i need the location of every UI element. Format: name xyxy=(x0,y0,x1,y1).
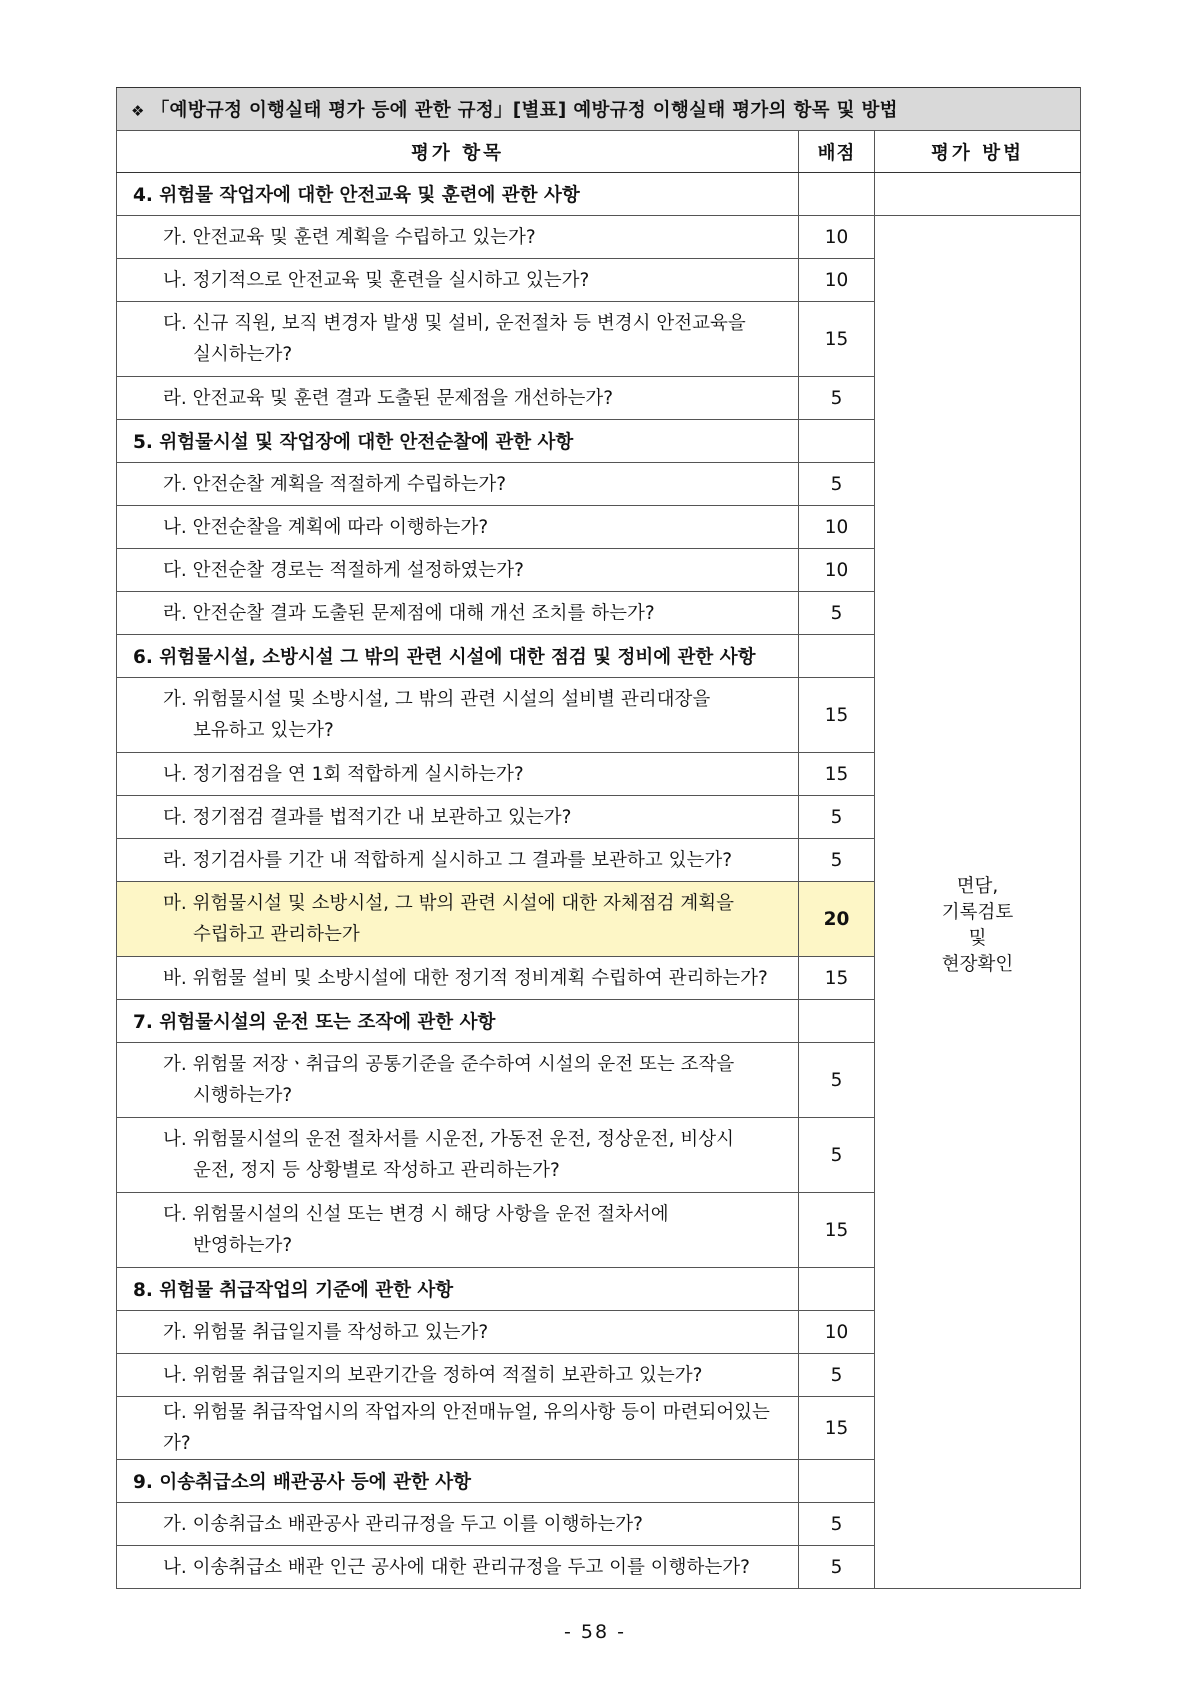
item-line-2: 반영하는가? xyxy=(193,1235,293,1256)
item-line-2: 수립하고 관리하는가 xyxy=(193,924,360,945)
item-score: 10 xyxy=(799,549,875,592)
item-line-1: 나. 안전순찰을 계획에 따라 이행하는가? xyxy=(163,516,489,538)
section-score-cell xyxy=(799,1000,875,1043)
item-line-1: 나. 이송취급소 배관 인근 공사에 대한 관리규정을 두고 이를 이행하는가? xyxy=(163,1556,750,1578)
item-text xyxy=(117,753,799,796)
section-title: 7. 위험물시설의 운전 또는 조작에 관한 사항 xyxy=(117,1000,799,1043)
table-caption xyxy=(117,88,1081,131)
item-text xyxy=(117,506,799,549)
method-top-cell xyxy=(875,173,1081,216)
item-line-1: 라. 정기검사를 기간 내 적합하게 실시하고 그 결과를 보관하고 있는가? xyxy=(163,849,733,871)
item-line-1: 가. 안전교육 및 훈련 계획을 수립하고 있는가? xyxy=(163,226,536,248)
table-row xyxy=(117,216,1081,259)
item-line-1: 마. 위험물시설 및 소방시설, 그 밖의 관련 시설에 대한 자체점검 계획을 xyxy=(163,893,734,914)
item-line-1: 가. 이송취급소 배관공사 관리규정을 두고 이를 이행하는가? xyxy=(163,1513,643,1535)
section-score-cell xyxy=(799,420,875,463)
item-score: 5 xyxy=(799,463,875,506)
section-title: 4. 위험물 작업자에 대한 안전교육 및 훈련에 관한 사항 xyxy=(117,173,799,216)
item-line-1: 가. 위험물시설 및 소방시설, 그 밖의 관련 시설의 설비별 관리대장을 xyxy=(163,689,711,710)
table-caption-text: 「예방규정 이행실태 평가 등에 관한 규정」[별표] 예방규정 이행실태 평가의 항목 및 방법 xyxy=(150,100,898,121)
item-score: 5 xyxy=(799,1546,875,1589)
item-line-1: 나. 정기점검을 연 1회 적합하게 실시하는가? xyxy=(163,763,524,785)
method-line: 현장확인 xyxy=(941,954,1014,975)
item-line-2: 시행하는가? xyxy=(193,1085,293,1106)
header-item: 평가 항목 xyxy=(117,131,799,173)
page-number: - 58 - xyxy=(564,1621,626,1643)
table-header-row xyxy=(117,131,1081,173)
evaluation-method xyxy=(875,216,1081,1589)
item-score: 15 xyxy=(799,302,875,377)
item-text xyxy=(117,678,799,753)
section-title: 5. 위험물시설 및 작업장에 대한 안전순찰에 관한 사항 xyxy=(117,420,799,463)
method-line: 기록검토 xyxy=(941,902,1014,923)
item-text xyxy=(117,1118,799,1193)
evaluation-table xyxy=(116,87,1081,1589)
method-line: 면담, xyxy=(956,876,999,897)
item-score: 10 xyxy=(799,506,875,549)
item-text xyxy=(117,1354,799,1397)
item-score: 10 xyxy=(799,216,875,259)
item-line-1: 가. 위험물 저장ㆍ취급의 공통기준을 준수하여 시설의 운전 또는 조작을 xyxy=(163,1054,735,1075)
item-line-1: 다. 신규 직원, 보직 변경자 발생 및 설비, 운전절차 등 변경시 안전교육을 xyxy=(163,313,746,334)
section-title: 9. 이송취급소의 배관공사 등에 관한 사항 xyxy=(117,1460,799,1503)
item-line-1: 가. 안전순찰 계획을 적절하게 수립하는가? xyxy=(163,473,507,495)
item-line-2: 실시하는가? xyxy=(193,344,293,365)
section-score-cell xyxy=(799,1460,875,1503)
item-line-1: 나. 위험물 취급일지의 보관기간을 정하여 적절히 보관하고 있는가? xyxy=(163,1364,703,1386)
item-line-2: 보유하고 있는가? xyxy=(193,720,334,741)
section-score-cell xyxy=(799,635,875,678)
item-text xyxy=(117,839,799,882)
item-text xyxy=(117,549,799,592)
item-text xyxy=(117,592,799,635)
section-title: 8. 위험물 취급작업의 기준에 관한 사항 xyxy=(117,1268,799,1311)
item-text xyxy=(117,796,799,839)
item-line-1: 나. 위험물시설의 운전 절차서를 시운전, 가동전 운전, 정상운전, 비상시 xyxy=(163,1129,734,1150)
item-score: 20 xyxy=(799,882,875,957)
item-text xyxy=(117,302,799,377)
item-score: 15 xyxy=(799,753,875,796)
item-line-1: 라. 안전순찰 결과 도출된 문제점에 대해 개선 조치를 하는가? xyxy=(163,602,655,624)
item-score: 5 xyxy=(799,839,875,882)
item-text xyxy=(117,957,799,1000)
section-score-cell xyxy=(799,1268,875,1311)
item-score: 15 xyxy=(799,957,875,1000)
item-score: 15 xyxy=(799,1397,875,1460)
diamond-bullet-icon: ❖ xyxy=(131,102,145,120)
item-text xyxy=(117,259,799,302)
item-line-1: 나. 정기적으로 안전교육 및 훈련을 실시하고 있는가? xyxy=(163,269,590,291)
item-text xyxy=(117,882,799,957)
item-score: 10 xyxy=(799,259,875,302)
item-score: 10 xyxy=(799,1311,875,1354)
item-score: 5 xyxy=(799,796,875,839)
section-title: 6. 위험물시설, 소방시설 그 밖의 관련 시설에 대한 점검 및 정비에 관한 사항 xyxy=(117,635,799,678)
item-line-1: 바. 위험물 설비 및 소방시설에 대한 정기적 정비계획 수립하여 관리하는가? xyxy=(163,967,768,989)
item-line-1: 라. 안전교육 및 훈련 결과 도출된 문제점을 개선하는가? xyxy=(163,387,614,409)
item-text xyxy=(117,1193,799,1268)
item-line-1: 다. 안전순찰 경로는 적절하게 설정하였는가? xyxy=(163,559,524,581)
item-line-1: 다. 위험물 취급작업시의 작업자의 안전매뉴얼, 유의사항 등이 마련되어있는가? xyxy=(163,1402,770,1454)
item-score: 5 xyxy=(799,377,875,420)
item-text xyxy=(117,1311,799,1354)
item-score: 5 xyxy=(799,1503,875,1546)
header-score: 배점 xyxy=(799,131,875,173)
item-score: 5 xyxy=(799,1043,875,1118)
item-text xyxy=(117,1043,799,1118)
item-line-1: 다. 위험물시설의 신설 또는 변경 시 해당 사항을 운전 절차서에 xyxy=(163,1204,669,1225)
section-row xyxy=(117,173,1081,216)
item-text xyxy=(117,1397,799,1460)
item-text xyxy=(117,463,799,506)
item-text xyxy=(117,216,799,259)
item-line-1: 가. 위험물 취급일지를 작성하고 있는가? xyxy=(163,1321,489,1343)
table-body xyxy=(117,173,1081,1589)
item-score: 15 xyxy=(799,1193,875,1268)
item-text xyxy=(117,1546,799,1589)
item-score: 15 xyxy=(799,678,875,753)
item-score: 5 xyxy=(799,592,875,635)
item-text xyxy=(117,377,799,420)
section-score-cell xyxy=(799,173,875,216)
item-line-2: 운전, 정지 등 상황별로 작성하고 관리하는가? xyxy=(193,1160,560,1181)
item-score: 5 xyxy=(799,1118,875,1193)
method-line: 및 xyxy=(968,928,987,949)
header-method: 평가 방법 xyxy=(875,131,1081,173)
item-score: 5 xyxy=(799,1354,875,1397)
item-text xyxy=(117,1503,799,1546)
item-line-1: 다. 정기점검 결과를 법적기간 내 보관하고 있는가? xyxy=(163,806,572,828)
